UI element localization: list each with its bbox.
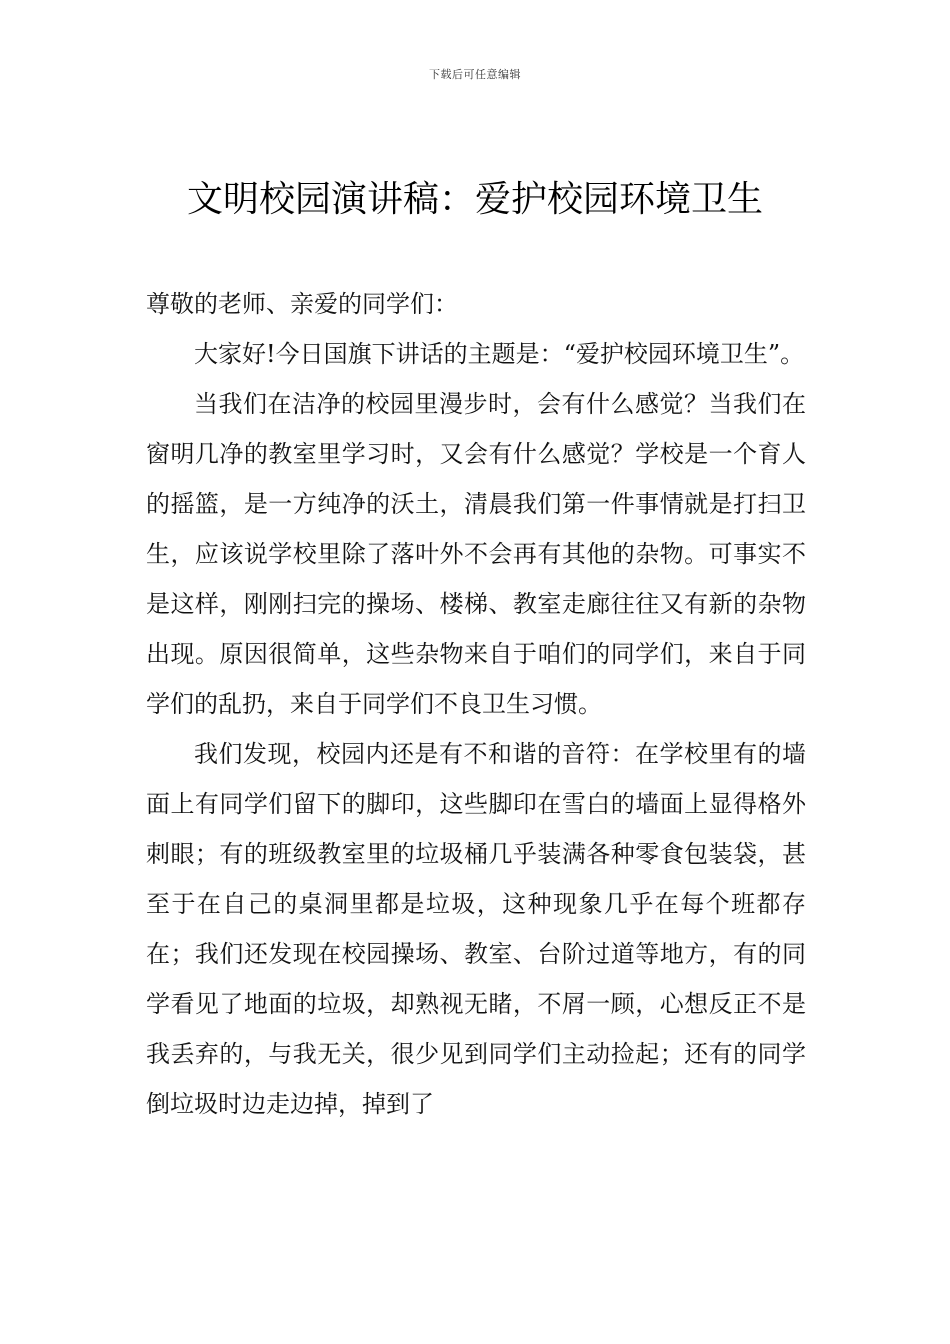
paragraph-discordant-notes: 我们发现，校园内还是有不和谐的音符：在学校里有的墙面上有同学们留下的脚印，这些脚印在雪白的墙面上显得格外刺眼；有的班级教室里的垃圾桶几乎装满各种零食包装袋，甚至于在自己的桌洞里都是垃圾，这种现象几乎在每个班都存在；我们还发现在校园操场、教室、台阶过道等地方，有的同学看见了地面的垃圾，却熟视无睹，不屑一顾，心想反正不是我丢弃的，与我无关，很少见到同学们主动捡起；还有的同学倒垃圾时边走边掉，掉到了: [146, 740, 806, 1118]
document-body: [146, 279, 806, 1129]
header-note: 下载后可任意编辑: [429, 68, 521, 81]
paragraph-campus-feeling: 当我们在洁净的校园里漫步时，会有什么感觉？当我们在窗明几净的教室里学习时，又会有什么感觉？学校是一个育人的摇篮，是一方纯净的沃土，清晨我们第一件事情就是打扫卫生，应该说学校里除了落叶外不会再有其他的杂物。可事实不是这样，刚刚扫完的操场、楼梯、教室走廊往往又有新的杂物出现。原因很简单，这些杂物来自于咱们的同学们，来自于同学们的乱扔，来自于同学们不良卫生习惯。: [146, 390, 806, 718]
document-title: 文明校园演讲稿：爱护校园环境卫生: [186, 179, 763, 220]
paragraph-greeting: 大家好!今日国旗下讲话的主题是：“爱护校园环境卫生”。: [194, 340, 805, 368]
salutation: 尊敬的老师、亲爱的同学们：: [146, 290, 458, 318]
